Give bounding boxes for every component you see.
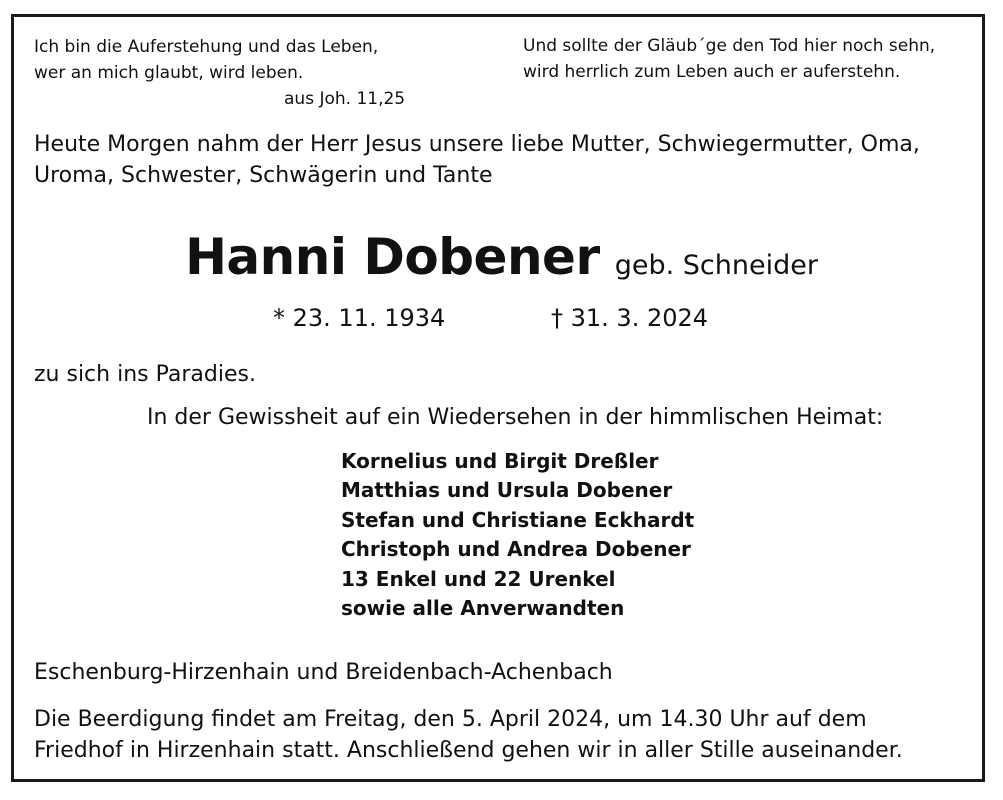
intro-line: Uroma, Schwester, Schwägerin und Tante: [34, 163, 493, 188]
verse-right-line: wird herrlich zum Leben auch er auferstehn.: [523, 62, 901, 82]
funeral-line: Die Beerdigung findet am Freitag, den 5. April 2024, um 14.30 Uhr auf dem: [34, 707, 867, 732]
family-member: Kornelius und Birgit Dreßler: [341, 449, 659, 473]
funeral-text: [34, 704, 903, 766]
family-member: Stefan und Christiane Eckhardt: [341, 507, 695, 532]
deceased-name: Hanni Dobener: [185, 228, 600, 286]
family-list: [341, 447, 694, 623]
family-member: Matthias und Ursula Dobener: [341, 478, 673, 503]
verse-right: [523, 33, 935, 85]
deceased-heading: [0, 228, 1003, 286]
verse-left-line: wer an mich glaubt, wird leben.: [34, 63, 304, 83]
verse-left: [34, 34, 378, 86]
verse-left-line: Ich bin die Auferstehung und das Leben,: [34, 37, 379, 57]
family-member: sowie alle Anverwandten: [341, 596, 625, 621]
hope-text: In der Gewissheit auf ein Wiedersehen in der himmlischen Heimat:: [147, 405, 884, 430]
family-member: 13 Enkel und 22 Urenkel: [341, 566, 616, 591]
funeral-line: Friedhof in Hirzenhain statt. Anschließend gehen wir in aller Stille auseinander.: [34, 738, 903, 763]
death-date: † 31. 3. 2024: [551, 304, 709, 332]
intro-line: Heute Morgen nahm der Herr Jesus unsere liebe Mutter, Schwiegermutter, Oma,: [34, 132, 920, 157]
birth-date: * 23. 11. 1934: [273, 304, 446, 332]
verse-right-line: Und sollte der Gläub´ge den Tod hier noch sehn,: [523, 36, 936, 56]
deceased-birth-name: geb. Schneider: [614, 250, 818, 281]
location-text: Eschenburg-Hirzenhain und Breidenbach-Achenbach: [34, 660, 613, 685]
verse-source: aus Joh. 11,25: [284, 89, 406, 109]
family-member: Christoph und Andrea Dobener: [341, 537, 691, 562]
paradise-text: zu sich ins Paradies.: [34, 362, 256, 387]
intro-text: [34, 129, 920, 191]
